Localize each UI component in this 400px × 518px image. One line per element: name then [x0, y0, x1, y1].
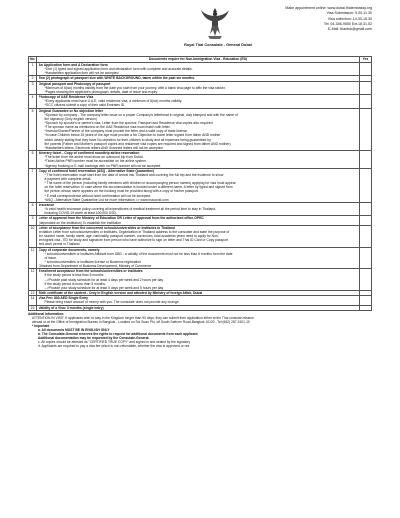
row-number: 4	[29, 95, 37, 108]
row-number: 15	[29, 305, 37, 310]
row-detail-line: *Investor/Owner/Partner of the company must provide the letter and a valid copy of trade license.	[44, 129, 188, 134]
row-checkbox-cell[interactable]	[360, 269, 372, 291]
row-title: An Application form and A Declaration form	[38, 62, 108, 67]
row-detail-line: *A valid health insurance policy covering all expenditures of medical treatment all the period time to stay in Thailand,	[44, 207, 216, 212]
row-detail-line: *One (1) typed and signed application form and declaration form with complete and accurate details.	[44, 67, 193, 72]
note-line: d. Applicants are required to pay a visa fee which is non-refundable, whether the visa is approved or not	[38, 344, 190, 349]
row-number: 3	[29, 81, 37, 94]
row-title: Copy of confirmed hotel reservation (ASQ - Alternative State Quarantine)	[38, 168, 155, 173]
row-detail-line: Please bring exact amount of money with you. The consulate does not provide any change.	[44, 300, 180, 305]
table-row	[29, 247, 372, 269]
row-title: Original passport and Photocopy of passport	[38, 81, 111, 86]
row-detail-line: *Sponsor by company - The company letter issue on a proper Company's letterhead in original, duly stamped and with the name of	[44, 112, 238, 117]
table-row	[29, 305, 372, 310]
row-number: 13	[29, 291, 37, 296]
row-title: Letter of approval from the Ministry of Education OR Letter of approval from the authorised office-OPEC	[38, 216, 204, 221]
row-detail-line: *The sponsor name as mentioned on the UAE Residence visa must match with letter.	[44, 125, 171, 130]
table-row	[29, 216, 372, 225]
row-content	[37, 151, 360, 169]
row-content	[37, 202, 360, 215]
row-number: 5	[29, 108, 37, 151]
row-detail-line: the person whose name appears on the booking must be provided along with a copy of his/her passport.	[44, 189, 199, 194]
row-detail-line: *Every applicants must have U.A.E. valid residence visa, a minimum of 6(six) months validity.	[44, 99, 183, 104]
note-line: b. The Consulate-General reserves the rights to request for additional documents from each applicant	[38, 332, 198, 337]
row-title: Photocopy of UAE Residence Visa	[38, 95, 94, 100]
row-detail-line: *Pages showing the applicant's photograph, details, date of issue and expiry.	[44, 89, 158, 94]
row-detail-line: *Sponsor by spouse's or parent's visa, Letter from the sponsor, Passport and Residence visa copies also required.	[44, 120, 214, 125]
header-no: No.	[30, 57, 36, 62]
row-number: 7	[29, 168, 37, 202]
row-checkbox-cell[interactable]	[360, 168, 372, 202]
row-checkbox-cell[interactable]	[360, 62, 372, 75]
requirements-table	[28, 56, 372, 311]
row-detail-line: * E-mail correspondence without hotel confirmation will not be accepted.	[44, 193, 152, 198]
row-content	[37, 95, 360, 108]
table-row	[29, 168, 372, 202]
row-content	[37, 216, 360, 225]
document-header	[28, 0, 372, 56]
row-content	[37, 62, 360, 75]
row-title: Birth certificate of the student - Only in English version and attested by Ministry of foreign Affair, Dubai	[38, 291, 203, 296]
row-detail-line: *Handwritten application form will not be accepted	[44, 71, 119, 76]
row-detail-line: *ASQ - Alternative State Quarantine List for more information => www.hsscovid.com	[44, 197, 169, 202]
row-detail-line: on the hotel reservation. In case where the accommodation is booked under a different name, A letter by typed and signed from	[44, 185, 233, 190]
row-detail-line: If the study period is less than 5 months	[44, 273, 104, 278]
contact-line: Make appointment online: www.dubai.thaiembassy.org	[285, 6, 372, 10]
header-title: Documents require for Non-Immigration Visa - Education (ED)	[37, 57, 360, 63]
row-detail-line: *GCC citizens submit a copy of their valid Emirates ID.	[44, 103, 126, 108]
note-line: * Important	[32, 323, 50, 328]
note-line: ATTENTION IN VISIT: If applicants wish to stay in the Kingdom longer than 90 days, they can submit their application either at the Thai consular mission	[32, 315, 254, 320]
row-checkbox-cell[interactable]	[360, 81, 372, 94]
row-content	[37, 81, 360, 94]
table-row	[29, 108, 372, 151]
row-number: 1	[29, 62, 37, 75]
row-title: Original Guarantee or No objection letter	[38, 108, 104, 113]
row-content	[37, 108, 360, 151]
table-row	[29, 296, 372, 305]
row-detail-line: Invitation Letter from schools/universities or institutes, Organization in Thailand address to the consulate and state the purpose of	[38, 229, 230, 234]
row-title: Validity of a Visa: 3 months (single entry)	[38, 305, 104, 310]
row-checkbox-cell[interactable]	[360, 305, 372, 310]
row-title: Letter of acceptance from the concerned schools/universities or institutes in Thailand	[38, 225, 175, 230]
row-detail-line: *In case Children below 15 years of the age must provide a No Objection to travel letter signed from father AND mother	[44, 133, 221, 138]
row-number: 12	[29, 269, 37, 291]
row-checkbox-cell[interactable]	[360, 95, 372, 108]
note-line: Additional documentation may be requested by the Consulate-General.	[38, 336, 150, 341]
row-detail-line: *The ticket from the airline must show an outbound trip from Dubai.	[44, 155, 144, 160]
row-detail-line: a payment with complete detail.	[44, 177, 92, 181]
row-detail-line: * schools/universities or institutes Affidavit from DBD - a validity of the documents must not be less than 6 months form the date	[44, 251, 233, 256]
row-content	[37, 168, 360, 202]
row-content	[37, 225, 360, 247]
row-detail-line: the parents (Father and Mother's passport copies and residence visa copies are required and signed from father AND mother).	[44, 141, 232, 146]
row-detail-line: *Minimum of 6(six) months validity from the date you start from your journey, with a blank visa page to affix the visa sticker.	[44, 85, 226, 90]
row-detail-line: Immigrant visa - ED for study and signature from person who have authorize to sign on letter and Thai ID Card or Copy passport	[38, 238, 229, 243]
row-detail-line: including COVID-19 worth at least 100,000 USD.	[44, 211, 117, 216]
row-checkbox-cell[interactable]	[360, 296, 372, 305]
row-detail-line: * The hotel reservation must start from the date of arrival into Thailand and covering the full trip and the evidence to show	[44, 172, 224, 177]
table-row	[29, 202, 372, 215]
row-detail-line: and work permit in Thailand	[38, 242, 80, 247]
notes-heading: Additional Information:	[28, 311, 65, 316]
contact-line: Visa collection: 14.30-15.30	[327, 16, 372, 21]
department-name: Royal Thai Consulate - General Dubai	[184, 43, 252, 47]
row-detail-line: * schools/universities or institutes license or Business registration	[44, 259, 141, 264]
row-content	[37, 305, 360, 310]
row-checkbox-cell[interactable]	[360, 202, 372, 215]
note-line: abroad or at the Office of Immigration Bureau in Bangkok - Located on Soi Suan Plu, off South Sathorn Road,Bangkok 10120 , Tel (662) 287-3101-10	[32, 319, 250, 324]
row-detail-line: which clearly stating that they have No objection for their children to study and all expenses being guaranteed by	[44, 137, 211, 142]
row-number: 9	[29, 216, 37, 225]
row-number: 11	[29, 247, 37, 269]
row-number: 14	[29, 296, 37, 305]
row-checkbox-cell[interactable]	[360, 216, 372, 225]
contact-line: Visa Submission: 9.00-11.30	[326, 11, 372, 16]
row-detail-line: *Handwritten letters, Electronic letters AND Scanned letters will not be accepted.	[44, 145, 164, 150]
row-checkbox-cell[interactable]	[360, 151, 372, 169]
row-title: Copy of corporate documents, namely	[38, 247, 100, 252]
row-title: Visa Fee: 800 AED Single Entry	[38, 296, 88, 301]
row-title: Itinerary ticket - Copy of confirmed roundtrip airline reservation	[38, 151, 140, 156]
row-detail-line: * The name of the person (including family members with children or accompanying person names) applying for visa must appear	[44, 181, 236, 186]
table-row	[29, 95, 372, 108]
row-detail-line: -->Provide past study schedule for at least 4 days per week and 2 hours per day	[44, 277, 163, 282]
row-detail-line: *Ticket Airline PNR number must be accessible on the airline system.	[44, 159, 147, 164]
row-number: 10	[29, 225, 37, 247]
row-detail-line: If the study period is more than 5 months	[44, 281, 106, 286]
row-detail-line: -->Provide your study schedule for at least 5 days per week and 5 hours per day	[44, 285, 164, 290]
row-number: 6	[29, 151, 37, 169]
row-detail-line: the signatory (Only english version)	[44, 116, 97, 121]
table-row	[29, 81, 372, 94]
row-number: 8	[29, 202, 37, 215]
row-title: Insurance	[38, 202, 55, 207]
contact-info	[285, 6, 372, 32]
row-checkbox-cell[interactable]	[360, 108, 372, 151]
table-row	[29, 225, 372, 247]
contact-line: E-Mail: thaidub@gmail.com	[328, 27, 372, 32]
row-detail-line: the student name, family name, age, nationality, passport number, curriculum, total academic years need to apply for Non-	[38, 234, 219, 239]
contact-line: Tel: 04-348-9550 Ext.18,31,52	[323, 21, 372, 26]
table-row	[29, 151, 372, 169]
row-content	[37, 296, 360, 305]
row-title: Two (2) photograph of passport size with WHITE BACKGROUND, taken within the past six months.	[38, 76, 196, 81]
row-detail-line: *Agency booking or E-mail bookings with no PNR number will not be accepted.	[44, 163, 162, 168]
row-checkbox-cell[interactable]	[360, 225, 372, 247]
row-number: 2	[29, 76, 37, 81]
row-detail-line: (dependant on the institution) To establish the institution	[38, 220, 121, 225]
row-detail-line: of issue.	[44, 255, 57, 260]
note-line: c. All copies should be attested as "CERTIFIED TRUE COPY" and signed in and sealed by the signatory	[38, 340, 191, 345]
row-title: Enrollment acceptance from the schools/universities or institutes	[38, 269, 143, 274]
table-row	[29, 269, 372, 291]
row-content	[37, 269, 360, 291]
row-checkbox-cell[interactable]	[360, 247, 372, 269]
note-line: a. All documents MUST BE IN ENGLISH ONLY	[38, 328, 110, 333]
row-content	[37, 247, 360, 269]
row-detail-line: Obtained from Department of Business Development, Ministry of Commerce	[38, 264, 152, 269]
garuda-emblem-icon	[200, 6, 230, 40]
additional-information	[28, 312, 372, 349]
header-yes: Yes	[360, 57, 372, 63]
table-row	[29, 62, 372, 75]
